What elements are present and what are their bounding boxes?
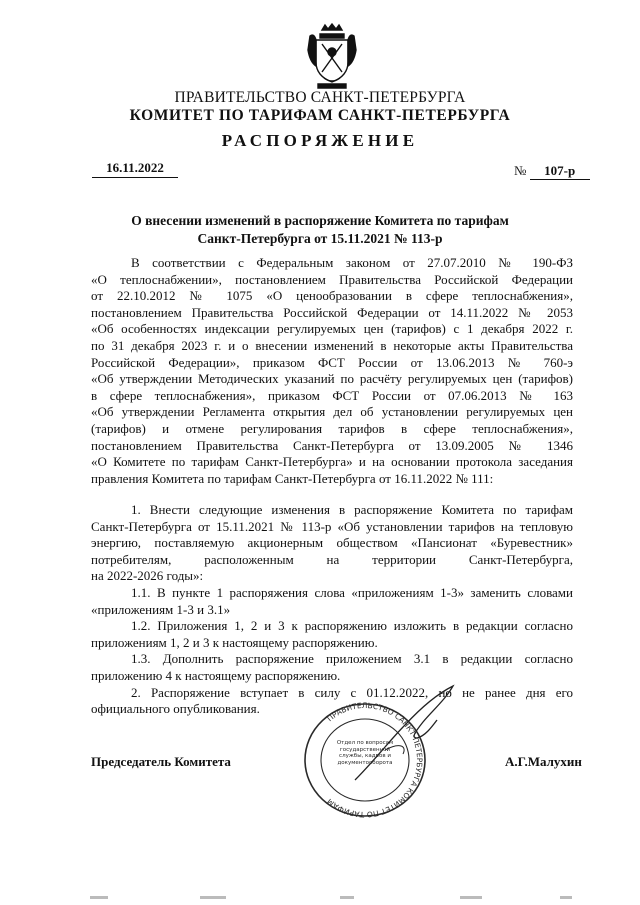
stamp-outer-text: ПРАВИТЕЛЬСТВО САНКТ-ПЕТЕРБУРГА КОМИТЕТ ПО ТАРИФАМ	[325, 700, 425, 820]
body-line: приложению 4 к настоящему распоряжению.	[91, 667, 341, 683]
number-sign: №	[514, 163, 527, 178]
preamble-line: (тарифов) и отмене регулирования тарифов в сфере теплоснабжения»,	[91, 420, 573, 436]
body-line: Санкт-Петербурга от 15.11.2021 № 113-р «Об установлении тарифов на тепловую	[91, 518, 573, 534]
body-line: «приложениям 1-3 и 3.1»	[91, 601, 231, 617]
committee-heading: КОМИТЕТ ПО ТАРИФАМ САНКТ-ПЕТЕРБУРГА	[129, 107, 511, 124]
handwritten-signature	[345, 680, 465, 790]
body-line: 2. Распоряжение вступает в силу с 01.12.2022, но не ранее дня его	[131, 684, 573, 700]
signatory-name: А.Г.Малухин	[505, 754, 582, 769]
preamble-line: В соответствии с Федеральным законом от 27.07.2010 № 190-ФЗ	[131, 255, 573, 270]
body-line: 1.1. В пункте 1 распоряжения слова «приложениям 1-3» заменить словами	[131, 584, 573, 600]
body-line: на 2022-2026 годы»:	[91, 568, 204, 584]
preamble-line: «О Комитете по тарифам Санкт-Петербурга» и на основании протокола заседания	[91, 454, 573, 470]
preamble-line: правления Комитета по тарифам Санкт-Петербурга от 16.11.2022 № 111:	[91, 470, 494, 486]
body-line: официального опубликования.	[91, 701, 260, 717]
document-number: 107-р	[530, 163, 590, 180]
stamp-inner-text: Отдел по вопросам государственной службы, кадров и документооборота	[336, 740, 394, 766]
government-heading: ПРАВИТЕЛЬСТВО САНКТ-ПЕТЕРБУРГА	[174, 89, 466, 106]
document-type-heading: РАСПОРЯЖЕНИЕ	[221, 131, 419, 150]
scan-footer-artifact	[40, 890, 600, 902]
preamble-line: по 31 декабря 2023 г. и о внесении изменений в некоторые акты Правительства	[91, 337, 573, 353]
preamble-line: «Об утверждении Методических указаний по расчёту регулируемых цен (тарифов)	[91, 371, 573, 387]
body-line: 1. Внести следующие изменения в распоряжение Комитета по тарифам	[131, 502, 573, 517]
body-line: энергию, поставляемую акционерным обществом «Пансионат «Буревестник»	[91, 535, 573, 551]
signatory-position: Председатель Комитета	[91, 754, 231, 769]
preamble-line: постановлением Правительства Российской Федерации от 14.11.2022 № 2053	[91, 304, 573, 320]
body-line: 1.2. Приложения 1, 2 и 3 к распоряжению изложить в редакции согласно	[131, 618, 573, 634]
document-date: 16.11.2022	[92, 160, 178, 178]
preamble-line: Российской Федерации», приказом ФСТ России от 13.06.2013 № 760-э	[91, 354, 573, 370]
preamble-line: «Об утверждении Регламента открытия дел об установлении регулируемых цен	[91, 404, 573, 420]
document-subject	[0, 212, 640, 248]
preamble-line: постановлением Правительства Санкт-Петербурга от 13.09.2005 № 1346	[91, 437, 573, 453]
subject-line: Санкт-Петербурга от 15.11.2021 № 113-р	[197, 231, 443, 246]
preamble-line: «О теплоснабжении», постановлением Правительства Российской Федерации	[91, 271, 573, 287]
body-line: приложениям 1, 2 и 3 к настоящему распоряжению.	[91, 634, 378, 650]
preamble-line: «Об особенностях индексации регулируемых цен (тарифов) с 1 декабря 2022 г.	[91, 321, 573, 337]
body-line: 1.3. Дополнить распоряжение приложением 3.1 в редакции согласно	[131, 651, 573, 667]
subject-line: О внесении изменений в распоряжение Комитета по тарифам	[131, 213, 509, 228]
preamble-line: в сфере теплоснабжения», приказом ФСТ России от 07.06.2013 № 163	[91, 387, 573, 403]
coat-of-arms-emblem	[300, 22, 364, 90]
preamble-line: от 22.10.2012 № 1075 «О ценообразовании в сфере теплоснабжения»,	[91, 288, 573, 304]
body-paragraphs	[91, 502, 573, 718]
body-line: потребителям, расположенным на территории Санкт-Петербурга,	[91, 551, 573, 567]
document-number-field	[514, 163, 590, 180]
preamble-paragraph	[91, 255, 573, 487]
